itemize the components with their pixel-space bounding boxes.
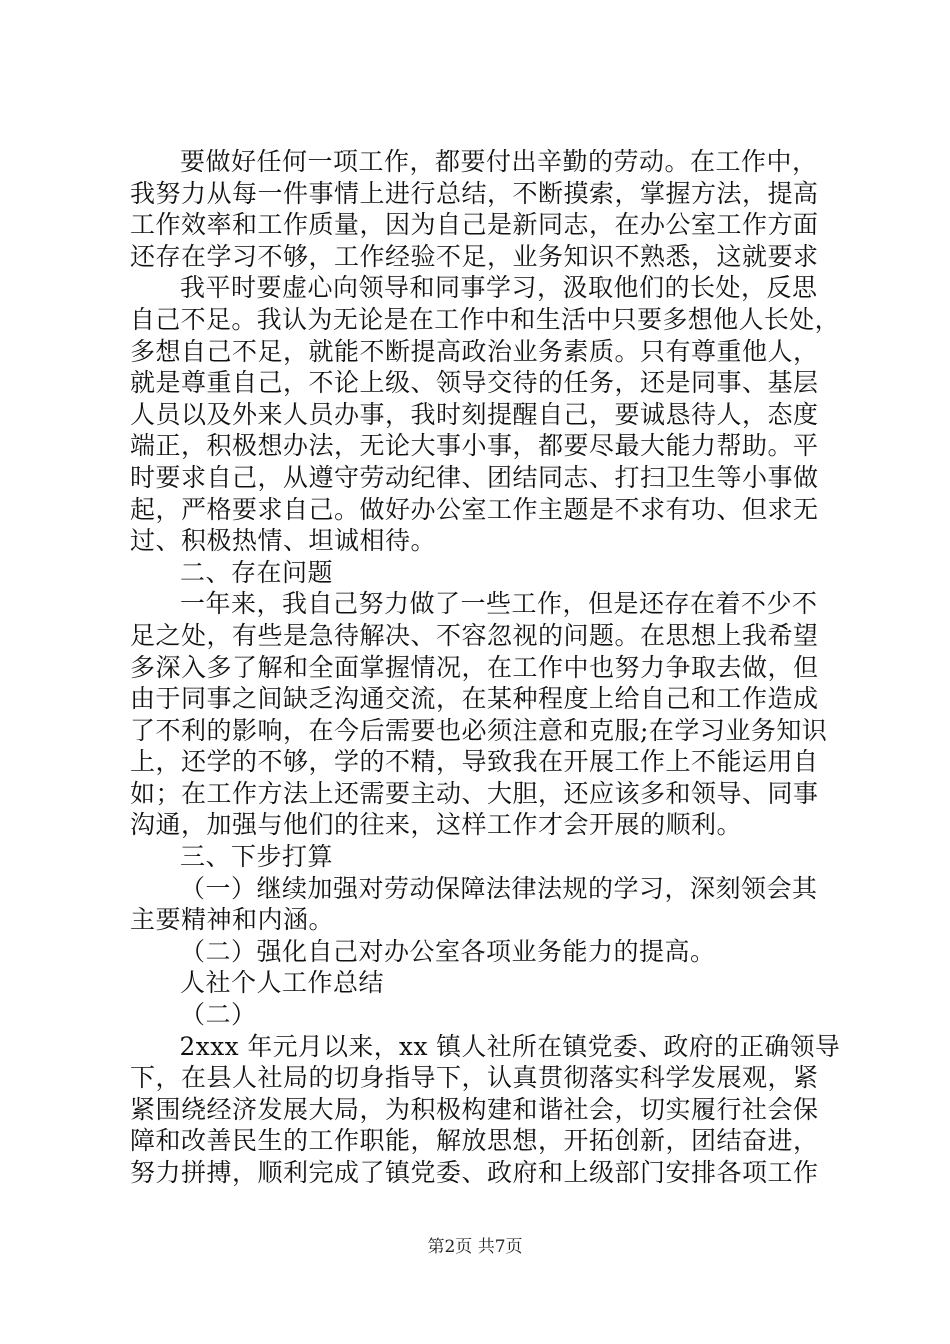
text-line: 多想自己不足，就能不断提高政治业务素质。只有尊重他人， — [130, 336, 819, 366]
text-line: 如；在工作方法上还需要主动、大胆，还应该多和领导、同事 — [130, 778, 819, 808]
text-line: 就是尊重自己，不论上级、领导交待的任务，还是同事、基层 — [130, 368, 819, 398]
text-line: 2xxx 年元月以来，xx 镇人社所在镇党委、政府的正确领导 — [179, 1031, 841, 1061]
document-body — [130, 146, 841, 1189]
text-line: （二）强化自己对办公室各项业务能力的提高。 — [180, 936, 716, 966]
text-line: 时要求自己，从遵守劳动纪律、团结同志、打扫卫生等小事做 — [130, 462, 819, 492]
text-line: 自己不足。我认为无论是在工作中和生活中只要多想他人长处， — [130, 304, 841, 334]
page-footer: 第2页 共7页 — [427, 1237, 523, 1257]
text-line: 起，严格要求自己。做好办公室工作主题是不求有功、但求无 — [130, 494, 819, 524]
text-line: 多深入多了解和全面掌握情况，在工作中也努力争取去做，但 — [130, 652, 819, 682]
text-line: 过、积极热情、坦诚相待。 — [130, 526, 437, 556]
text-line: 人社个人工作总结 — [180, 968, 385, 998]
text-line: （二） — [180, 1000, 257, 1030]
text-line: 人员以及外来人员办事，我时刻提醒自己，要诚恳待人，态度 — [130, 399, 819, 429]
text-line: 努力拼搏，顺利完成了镇党委、政府和上级部门安排各项工作 — [130, 1158, 819, 1187]
text-line: 沟通，加强与他们的往来，这样工作才会开展的顺利。 — [130, 810, 743, 840]
text-line: 障和改善民生的工作职能，解放思想，开拓创新，团结奋进， — [130, 1126, 819, 1156]
text-line: 紧围绕经济发展大局，为积极构建和谐社会，切实履行社会保 — [130, 1094, 819, 1124]
text-line: 二、存在问题 — [180, 557, 334, 587]
text-line: 一年来，我自己努力做了一些工作，但是还存在着不少不 — [180, 589, 818, 619]
text-line: 了不利的影响，在今后需要也必须注意和克服;在学习业务知识 — [130, 715, 828, 745]
text-line: 上，还学的不够，学的不精，导致我在开展工作上不能运用自 — [130, 747, 819, 777]
text-line: （一）继续加强对劳动保障法律法规的学习，深刻领会其 — [180, 873, 818, 903]
text-line: 由于同事之间缺乏沟通交流，在某种程度上给自己和工作造成 — [130, 684, 819, 714]
text-line: 主要精神和内涵。 — [130, 905, 335, 935]
text-line: 还存在学习不够，工作经验不足，业务知识不熟悉，这就要求 — [130, 241, 819, 271]
text-line: 三、下步打算 — [180, 842, 334, 872]
text-line: 我平时要虚心向领导和同事学习，汲取他们的长处，反思 — [180, 273, 818, 303]
text-line: 足之处，有些是急待解决、不容忽视的问题。在思想上我希望 — [130, 620, 819, 650]
text-line: 下，在县人社局的切身指导下，认真贯彻落实科学发展观，紧 — [130, 1063, 819, 1093]
text-line: 我努力从每一件事情上进行总结，不断摸索，掌握方法，提高 — [130, 178, 819, 208]
text-line: 工作效率和工作质量，因为自己是新同志，在办公室工作方面 — [130, 210, 819, 240]
text-line: 端正，积极想办法，无论大事小事，都要尽最大能力帮助。平 — [130, 431, 819, 461]
text-line: 要做好任何一项工作，都要付出辛勤的劳动。在工作中， — [180, 147, 818, 176]
